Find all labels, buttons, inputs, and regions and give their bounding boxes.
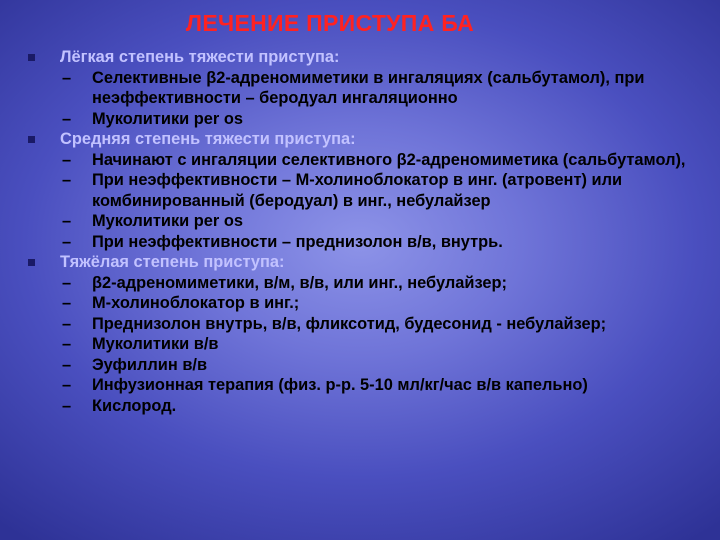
section-heading (20, 252, 710, 273)
section-heading-text: Средняя степень тяжести приступа: (60, 130, 356, 148)
list-item-text: Муколитики в/в (92, 335, 219, 353)
dash-bullet-icon: – (62, 396, 72, 415)
section-mild (20, 47, 710, 129)
dash-bullet-icon: – (62, 68, 72, 87)
list-item (20, 211, 710, 232)
list-item-text: β2-адреномиметики, в/м, в/в, или инг., небулайзер; (92, 273, 507, 292)
dash-bullet-icon: – (62, 109, 72, 128)
list-item (20, 232, 710, 253)
list-item-text: При неэффективности – преднизолон в/в, внутрь. (92, 232, 503, 251)
section-heading-text: Лёгкая степень тяжести приступа: (60, 48, 340, 66)
dash-bullet-icon: – (62, 355, 72, 374)
list-item (20, 355, 710, 376)
section-heading (20, 47, 710, 68)
list-item (20, 293, 710, 314)
list-item-text: Муколитики per os (92, 109, 243, 128)
list-item (20, 109, 710, 130)
list-item (20, 375, 710, 396)
dash-bullet-icon: – (62, 376, 72, 394)
section-moderate (20, 129, 710, 252)
dash-bullet-icon: – (62, 335, 72, 353)
section-heading-text: Тяжёлая степень приступа: (60, 253, 285, 271)
list-item (20, 396, 710, 417)
dash-bullet-icon: – (62, 314, 72, 333)
list-item-text: Инфузионная терапия (физ. р-р. 5-10 мл/кг/час в/в капельно) (92, 376, 588, 394)
dash-bullet-icon: – (62, 150, 72, 169)
dash-bullet-icon: – (62, 171, 72, 189)
square-bullet-icon (28, 259, 35, 266)
section-heading (20, 129, 710, 150)
list-item-text: Начинают с ингаляции селективного β2-адреномиметика (сальбутамол), (92, 150, 686, 169)
list-item-text: Муколитики per os (92, 212, 243, 230)
dash-bullet-icon: – (62, 212, 72, 230)
list-item-text: М-холиноблокатор в инг.; (92, 294, 300, 312)
list-item-text: Кислород. (92, 396, 177, 415)
square-bullet-icon (28, 136, 35, 143)
dash-bullet-icon: – (62, 273, 72, 292)
list-item-text: Эуфиллин в/в (92, 355, 208, 374)
section-severe (20, 252, 710, 416)
list-item (20, 334, 710, 355)
list-item (20, 68, 710, 109)
slide-title: ЛЕЧЕНИЕ ПРИСТУПА БА (185, 10, 475, 36)
list-item (20, 150, 710, 171)
list-item-text: Селективные β2-адреномиметики в ингаляциях (сальбутамол), при неэффективности – беродуал ингаляционно (92, 68, 645, 107)
list-item (20, 314, 710, 335)
list-item-text: При неэффективности – М-холиноблокатор в инг. (атровент) или комбинированный (беродуал) в инг., небулайзер (92, 171, 623, 210)
square-bullet-icon (28, 54, 35, 61)
dash-bullet-icon: – (62, 232, 72, 251)
list-item (20, 170, 710, 211)
list-item (20, 273, 710, 294)
dash-bullet-icon: – (62, 294, 72, 312)
slide-content (20, 47, 710, 416)
list-item-text: Преднизолон внутрь, в/в, фликсотид, будесонид - небулайзер; (92, 314, 607, 333)
